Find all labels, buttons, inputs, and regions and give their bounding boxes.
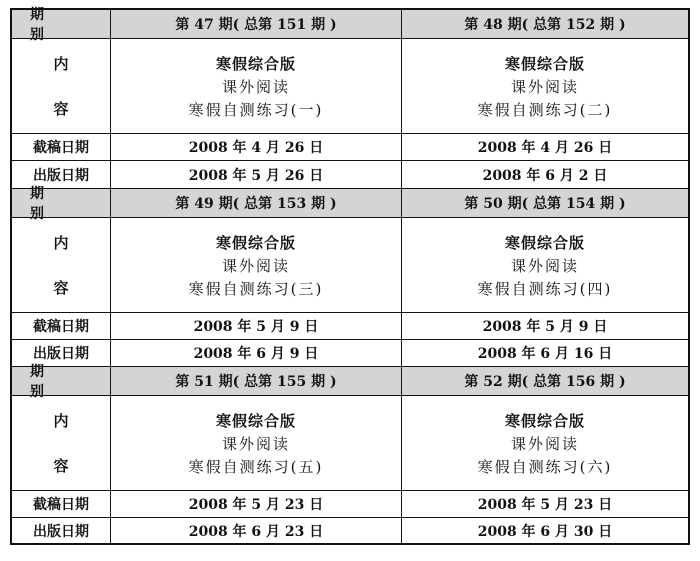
publish-label: 出版日期 <box>33 167 89 184</box>
deadline-label: 截稿日期 <box>33 497 89 513</box>
issue-content <box>110 39 401 133</box>
deadline-row <box>12 491 688 517</box>
issue-title: 第 51 期( 总第 155 期 ) <box>110 367 401 395</box>
content-title: 寒假综合版 <box>504 54 585 73</box>
period-label-cell <box>12 7 110 43</box>
content-label-bottom: 容 <box>53 279 69 297</box>
content-label-top: 内 <box>53 412 69 430</box>
publish-row <box>12 518 688 543</box>
deadline-date: 2008 年 4 月 26 日 <box>401 134 688 160</box>
content-item: 寒假自测练习(二) <box>477 100 613 119</box>
issue-content <box>401 218 688 312</box>
content-item: 课外阅读 <box>510 434 579 453</box>
content-item: 寒假自测练习(六) <box>477 457 613 476</box>
content-item: 寒假自测练习(三) <box>188 279 324 298</box>
content-label-cell <box>12 39 110 133</box>
publish-label: 出版日期 <box>33 346 89 362</box>
period-label: 期 别 <box>30 364 62 400</box>
issue-block-2 <box>12 186 688 366</box>
content-label-cell <box>12 396 110 490</box>
content-item: 课外阅读 <box>221 77 290 96</box>
deadline-date: 2008 年 5 月 23 日 <box>110 491 401 517</box>
content-item: 课外阅读 <box>510 256 579 275</box>
content-title: 寒假综合版 <box>215 54 296 73</box>
deadline-date: 2008 年 4 月 26 日 <box>110 134 401 160</box>
publish-label: 出版日期 <box>33 523 89 540</box>
issue-content <box>401 396 688 490</box>
content-title: 寒假综合版 <box>215 411 296 430</box>
period-label: 期 别 <box>30 7 62 43</box>
content-title: 寒假综合版 <box>504 411 585 430</box>
content-item: 寒假自测练习(一) <box>188 100 324 119</box>
issue-title: 第 48 期( 总第 152 期 ) <box>401 10 688 38</box>
issue-content <box>110 396 401 490</box>
publish-date: 2008 年 6 月 23 日 <box>110 518 401 543</box>
issue-title: 第 47 期( 总第 151 期 ) <box>110 10 401 38</box>
publish-row <box>12 340 688 366</box>
content-label-cell <box>12 218 110 312</box>
content-item: 寒假自测练习(五) <box>188 457 324 476</box>
deadline-date: 2008 年 5 月 23 日 <box>401 491 688 517</box>
deadline-label: 截稿日期 <box>33 140 89 156</box>
issue-block-1 <box>12 7 688 188</box>
content-item: 寒假自测练习(四) <box>477 279 613 298</box>
publish-date: 2008 年 6 月 2 日 <box>401 161 688 188</box>
deadline-row <box>12 134 688 160</box>
content-item: 课外阅读 <box>510 77 579 96</box>
content-item: 课外阅读 <box>221 434 290 453</box>
deadline-date: 2008 年 5 月 9 日 <box>110 313 401 339</box>
publish-date: 2008 年 6 月 30 日 <box>401 518 688 543</box>
schedule-table <box>10 8 690 545</box>
period-header-row <box>12 364 688 400</box>
publish-row <box>12 161 688 188</box>
content-label-top: 内 <box>53 234 69 252</box>
deadline-label: 截稿日期 <box>33 319 89 335</box>
period-header-row <box>12 7 688 43</box>
content-title: 寒假综合版 <box>215 233 296 252</box>
content-label-bottom: 容 <box>53 100 69 118</box>
period-header-row <box>12 186 688 222</box>
content-row <box>12 39 688 133</box>
content-label-top: 内 <box>53 55 69 73</box>
issue-title: 第 50 期( 总第 154 期 ) <box>401 189 688 217</box>
publish-date: 2008 年 6 月 9 日 <box>110 340 401 366</box>
publish-date: 2008 年 5 月 26 日 <box>110 161 401 188</box>
deadline-row <box>12 313 688 339</box>
content-title: 寒假综合版 <box>504 233 585 252</box>
content-row <box>12 218 688 312</box>
deadline-date: 2008 年 5 月 9 日 <box>401 313 688 339</box>
period-label: 期 别 <box>30 186 62 222</box>
period-label-cell <box>12 186 110 222</box>
issue-title: 第 49 期( 总第 153 期 ) <box>110 189 401 217</box>
issue-title: 第 52 期( 总第 156 期 ) <box>401 367 688 395</box>
period-label-cell <box>12 364 110 400</box>
content-item: 课外阅读 <box>221 256 290 275</box>
issue-content <box>401 39 688 133</box>
content-label-bottom: 容 <box>53 457 69 475</box>
issue-block-3 <box>12 364 688 543</box>
issue-content <box>110 218 401 312</box>
content-row <box>12 396 688 490</box>
publish-date: 2008 年 6 月 16 日 <box>401 340 688 366</box>
